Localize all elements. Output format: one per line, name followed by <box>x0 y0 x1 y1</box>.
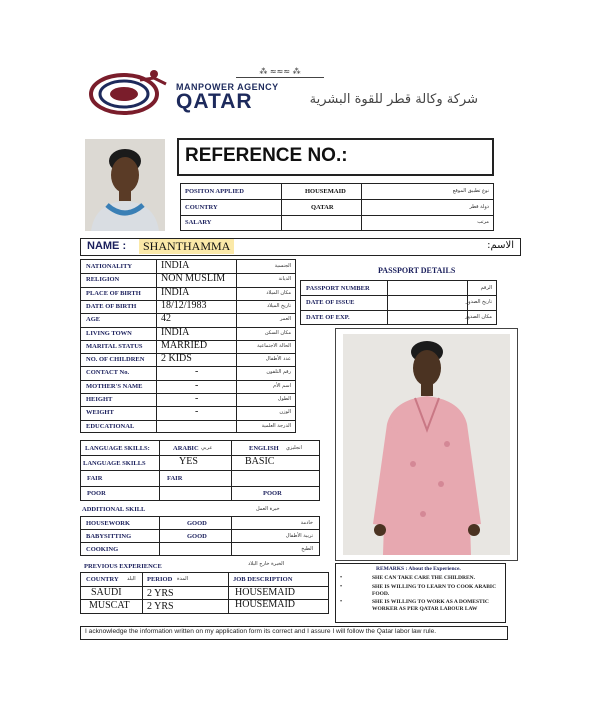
name-value: SHANTHAMMA <box>139 239 234 254</box>
row-divider <box>81 393 295 394</box>
personal-arabic: الدرجة العلمية <box>261 422 291 429</box>
passport-number-label: PASSPORT NUMBER <box>306 285 370 292</box>
housework-value: GOOD <box>187 520 207 527</box>
personal-arabic: عدد الأطفال <box>265 356 291 363</box>
housework-label: HOUSEWORK <box>86 520 131 527</box>
personal-value: MARRIED <box>161 339 208 351</box>
reference-title: REFERENCE NO.: <box>185 145 348 166</box>
language-arabic-header-ar: عربي <box>201 445 213 451</box>
remark-bullet-1: • <box>340 575 343 581</box>
col-period-header-ar: المدة <box>177 576 189 582</box>
full-body-photo-frame <box>335 328 518 561</box>
language-english-value: BASIC <box>245 456 275 467</box>
cooking-arabic: الطبخ <box>301 546 313 552</box>
personal-label: CONTACT No. <box>86 369 130 377</box>
remark-item-3: SHE IS WILLING TO WORK AS A DOMESTIC WORKER AS PER QATAR LABOUR LAW <box>372 599 489 612</box>
language-arabic-value: YES <box>179 456 198 467</box>
salary-label: SALARY <box>185 219 212 226</box>
position-value: HOUSEMAID <box>305 188 346 195</box>
personal-arabic: مكان الميلاد <box>266 289 291 296</box>
date-of-issue-label: DATE OF ISSUE <box>306 299 355 306</box>
remark-item-1: SHE CAN TAKE CARE THE CHILDREN. <box>372 575 475 581</box>
personal-arabic: الوزن <box>279 409 291 416</box>
personal-arabic: مكان السكن <box>264 329 291 336</box>
language-skills-table <box>80 440 320 501</box>
personal-arabic: الطول <box>277 396 291 402</box>
exp-row-2-country: MUSCAT <box>89 600 130 611</box>
personal-label: AGE <box>86 316 101 324</box>
country-arabic: دولة قطر <box>469 204 489 210</box>
personal-arabic: العمر <box>280 316 291 323</box>
personal-details-table <box>80 259 296 433</box>
reference-box <box>177 138 494 176</box>
personal-arabic: الحالة الاجتماعية <box>257 342 291 349</box>
language-header-label: LANGUAGE SKILLS: <box>85 445 150 452</box>
agency-small-title: MANPOWER AGENCY <box>176 82 279 92</box>
row-divider <box>81 406 295 407</box>
col-job-header: JOB DESCRIPTION <box>233 576 293 583</box>
remarks-title: REMARKS : About the Experience. <box>376 566 461 572</box>
personal-label: LIVING TOWN <box>86 329 132 337</box>
date-of-issue-arabic: تاريخ الصدور <box>465 299 492 305</box>
col-country-header: COUNTRY <box>86 576 119 583</box>
additional-skill-title-ar: خبرة العمل <box>256 506 280 512</box>
logo-emblem-icon <box>88 66 172 116</box>
personal-value: - <box>195 393 199 404</box>
country-value: QATAR <box>311 204 334 211</box>
passport-number-arabic: الرقم <box>480 285 492 291</box>
exp-row-1-country: SAUDI <box>91 587 122 598</box>
fair-value: FAIR <box>167 475 183 482</box>
personal-arabic: اسم الأم <box>273 382 291 389</box>
babysitting-value: GOOD <box>187 533 207 540</box>
date-of-exp-label: DATE OF EXP. <box>306 314 350 321</box>
personal-arabic: تاريخ الميلاد <box>266 302 291 309</box>
personal-value: INDIA <box>161 260 190 271</box>
poor-value: POOR <box>263 490 282 497</box>
name-arabic: الاسم: <box>487 240 514 251</box>
personal-label: EDUCATIONAL <box>86 422 135 430</box>
portrait-figure-icon <box>85 139 165 231</box>
poor-label: POOR <box>87 490 106 497</box>
personal-label: NATIONALITY <box>86 263 133 270</box>
remark-item-2: SHE IS WILLING TO LEARN TO COOK ARABIC FOOD. <box>372 584 497 597</box>
name-bar <box>80 238 521 256</box>
personal-value: 42 <box>161 313 171 325</box>
agency-big-title: QATAR <box>176 90 253 113</box>
fair-label: FAIR <box>87 475 103 482</box>
salary-arabic: مرتب <box>477 219 489 225</box>
personal-arabic: رقم التلفون <box>266 369 291 376</box>
personal-label: DATE OF BIRTH <box>86 302 137 310</box>
babysitting-label: BABYSITTING <box>86 533 132 540</box>
language-english-header: ENGLISH <box>249 445 279 452</box>
exp-row-1-job: HOUSEMAID <box>235 587 295 598</box>
agency-logo <box>88 62 488 118</box>
exp-row-1-period: 2 YRS <box>147 588 174 599</box>
personal-value: INDIA <box>161 286 190 298</box>
previous-experience-title: PREVIOUS EXPERIENCE <box>84 563 162 570</box>
acknowledgement-text: I acknowledge the information written on my application form its correct and I assure I will follow the Qatar labor law rule. <box>85 628 437 635</box>
personal-value: 2 KIDS <box>161 353 192 365</box>
cooking-label: COOKING <box>86 546 119 553</box>
previous-experience-title-ar: الخبرة خارج البلاد <box>248 561 285 567</box>
personal-value: - <box>195 366 199 378</box>
personal-label: HEIGHT <box>86 396 113 403</box>
date-of-exp-arabic: مكان الصدور <box>465 314 492 320</box>
row-divider <box>81 313 295 314</box>
agency-arabic-name: شركة وكالة قطر للقوة البشرية <box>309 92 478 107</box>
row-divider <box>81 380 295 381</box>
personal-value: - <box>195 379 199 391</box>
position-label: POSITON APPLIED <box>185 188 244 195</box>
language-row-label: LANGUAGE SKILLS <box>83 460 146 467</box>
personal-label: MARITAL STATUS <box>86 342 143 350</box>
personal-label: PLACE OF BIRTH <box>86 289 141 297</box>
passport-table <box>300 280 497 325</box>
name-label: NAME : <box>87 240 127 252</box>
housework-arabic: خادمة <box>300 520 313 526</box>
remark-bullet-3: • <box>340 599 343 605</box>
row-divider <box>81 420 295 421</box>
calligraphy-mark: ⁂ ≈≈≈ ⁂ <box>236 66 324 78</box>
candidate-full-photo <box>343 334 510 555</box>
personal-value: INDIA <box>161 326 190 338</box>
language-english-header-ar: انجليزي <box>286 445 302 451</box>
additional-skill-table <box>80 516 320 556</box>
col-period-header: PERIOD <box>147 576 173 583</box>
experience-table <box>80 572 329 614</box>
language-arabic-header: ARABIC <box>173 445 199 452</box>
exp-row-2-period: 2 YRS <box>147 601 174 612</box>
remarks-box <box>335 563 506 623</box>
row-divider <box>81 366 295 367</box>
personal-label: NO. OF CHILDREN <box>86 356 145 364</box>
country-label: COUNTRY <box>185 204 218 211</box>
personal-arabic: الديانة <box>278 276 291 283</box>
acknowledgement-box <box>80 626 508 640</box>
personal-value: 18/12/1983 <box>161 299 207 311</box>
col-country-header-ar: البلد <box>127 576 136 582</box>
exp-row-2-job: HOUSEMAID <box>235 599 295 610</box>
personal-arabic: الجنسية <box>274 263 291 269</box>
additional-skill-title: ADDITIONAL SKILL <box>82 506 146 513</box>
personal-label: WEIGHT <box>86 409 114 417</box>
personal-value: - <box>195 406 199 418</box>
candidate-portrait-photo <box>85 139 165 231</box>
personal-label: RELIGION <box>86 276 120 284</box>
full-body-figure-icon <box>343 334 510 555</box>
position-table <box>180 183 494 231</box>
remark-bullet-2: • <box>340 584 343 590</box>
personal-value: NON MUSLIM <box>161 273 226 285</box>
passport-title: PASSPORT DETAILS <box>378 266 456 275</box>
position-arabic: نوع تطبيق الموقع <box>452 188 489 194</box>
personal-label: MOTHER'S NAME <box>86 382 143 390</box>
babysitting-arabic: تربية الأطفال <box>285 533 313 539</box>
